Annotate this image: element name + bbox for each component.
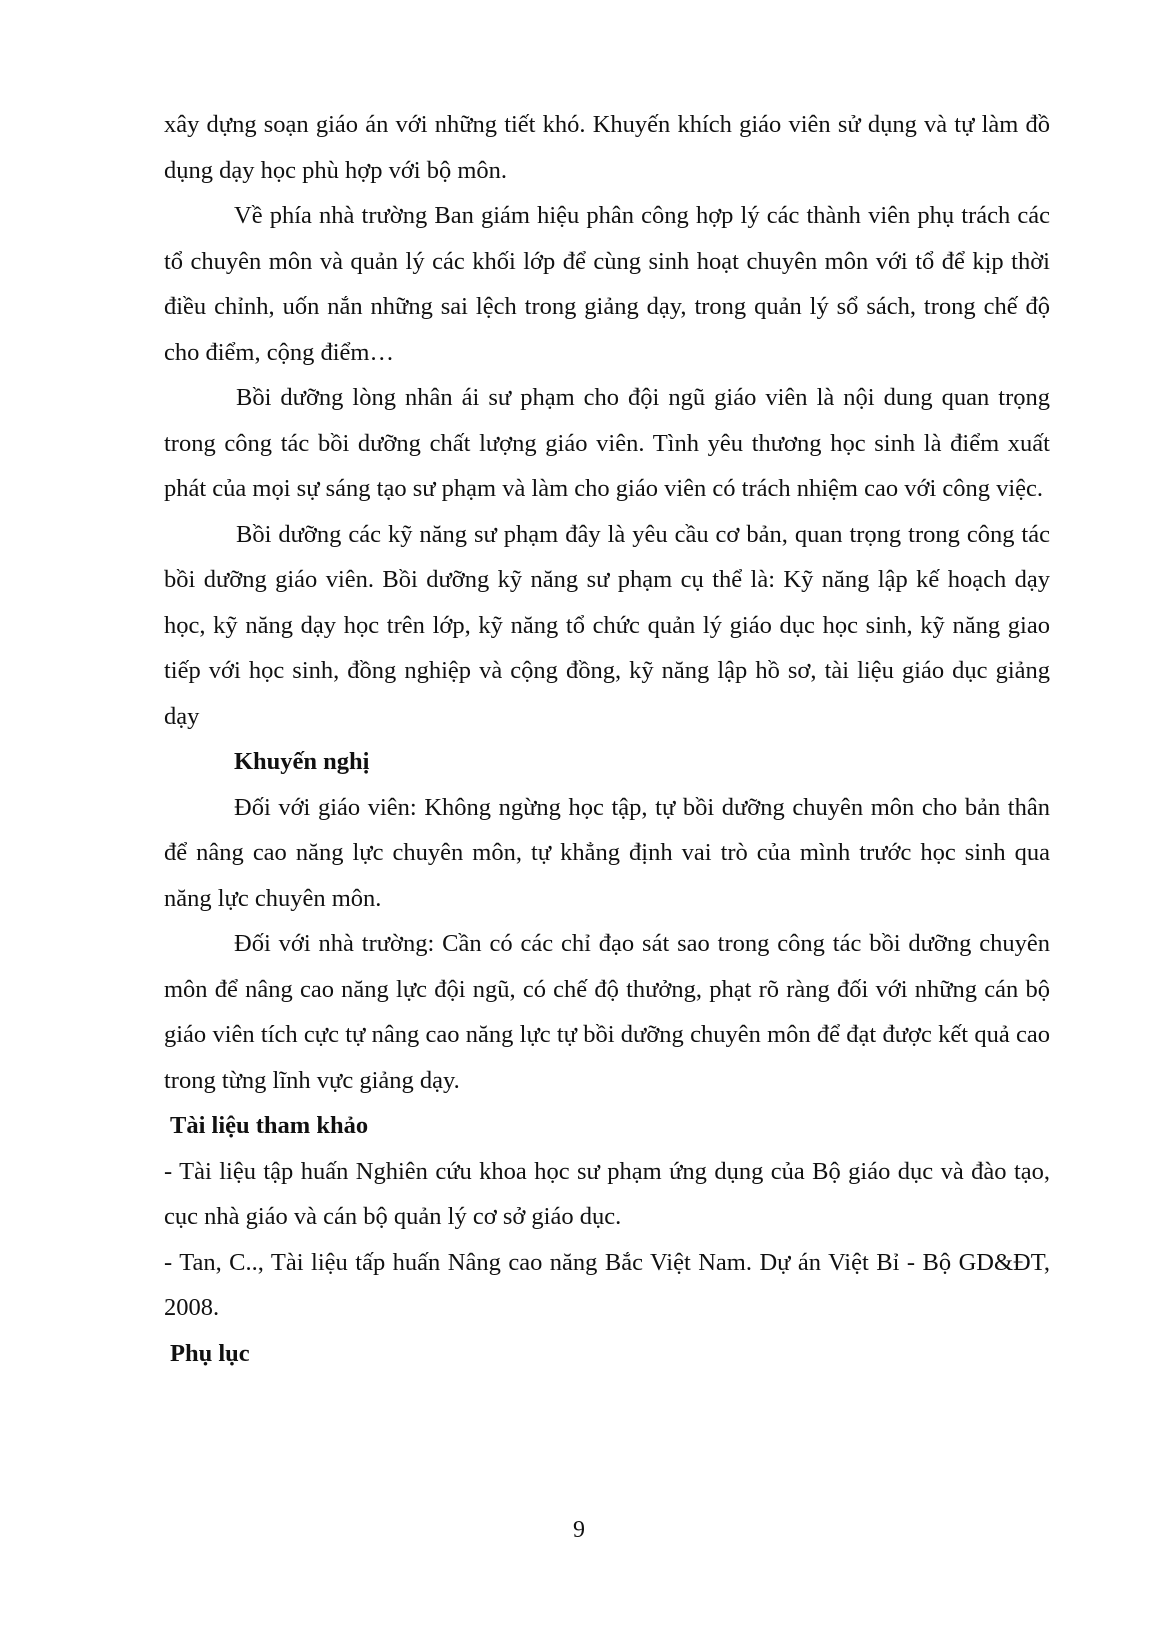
paragraph-school-management: Về phía nhà trường Ban giám hiệu phân công hợp lý các thành viên phụ trách các tổ chuyên môn và quản lý các khối lớp để cùng sinh hoạt chuyên môn với tổ để kịp thời điều chỉnh, uốn nắn những sai lệch trong giảng dạy, trong quản lý sổ sách, trong chế độ cho điểm, cộng điểm… [164, 202, 1050, 366]
recommendations-heading: Khuyến nghị [234, 748, 370, 775]
paragraph-teaching-skills: Bồi dưỡng các kỹ năng sư phạm đây là yêu cầu cơ bản, quan trọng trong công tác bồi dưỡng giáo viên. Bồi dưỡng kỹ năng sư phạm cụ thể là: Kỹ năng lập kế hoạch dạy học, kỹ năng dạy học trên lớp, kỹ năng tổ chức quản lý giáo dục học sinh, kỹ năng giao tiếp với học sinh, đồng nghiệp và cộng đồng, kỹ năng lập hồ sơ, tài liệu giáo dục giảng dạy [164, 520, 1050, 730]
recommendation-school: Đối với nhà trường: Cần có các chỉ đạo sát sao trong công tác bồi dưỡng chuyên môn để nâng cao năng lực đội ngũ, có chế độ thưởng, phạt rõ ràng đối với những cán bộ giáo viên tích cực tự nâng cao năng lực tự bồi dưỡng chuyên môn để đạt được kết quả cao trong từng lĩnh vực giảng dạy. [164, 930, 1050, 1094]
paragraph-continuation: xây dựng soạn giáo án với những tiết khó. Khuyến khích giáo viên sử dụng và tự làm đồ dụng dạy học phù hợp với bộ môn. [164, 111, 1050, 184]
reference-item: - Tài liệu tập huấn Nghiên cứu khoa học sư phạm ứng dụng của Bộ giáo dục và đào tạo, cục nhà giáo và cán bộ quản lý cơ sở giáo dục. [164, 1157, 1050, 1230]
appendix-heading: Phụ lục [170, 1339, 250, 1367]
recommendation-teachers: Đối với giáo viên: Không ngừng học tập, tự bồi dưỡng chuyên môn cho bản thân để nâng cao năng lực chuyên môn, tự khẳng định vai trò của mình trước học sinh qua năng lực chuyên môn. [164, 793, 1050, 912]
paragraph-compassion-training: Bồi dưỡng lòng nhân ái sư phạm cho đội ngũ giáo viên là nội dung quan trọng trong công tác bồi dưỡng chất lượng giáo viên. Tình yêu thương học sinh là điểm xuất phát của mọi sự sáng tạo sư phạm và làm cho giáo viên có trách nhiệm cao với công việc. [164, 384, 1050, 502]
page-body [164, 102, 1050, 1376]
page-number: 9 [573, 1517, 585, 1543]
references-heading: Tài liệu tham khảo [170, 1112, 369, 1139]
reference-item: - Tan, C.., Tài liệu tấp huấn Nâng cao năng Bắc Việt Nam. Dự án Việt Bỉ - Bộ GD&ĐT, 2008. [164, 1248, 1050, 1321]
